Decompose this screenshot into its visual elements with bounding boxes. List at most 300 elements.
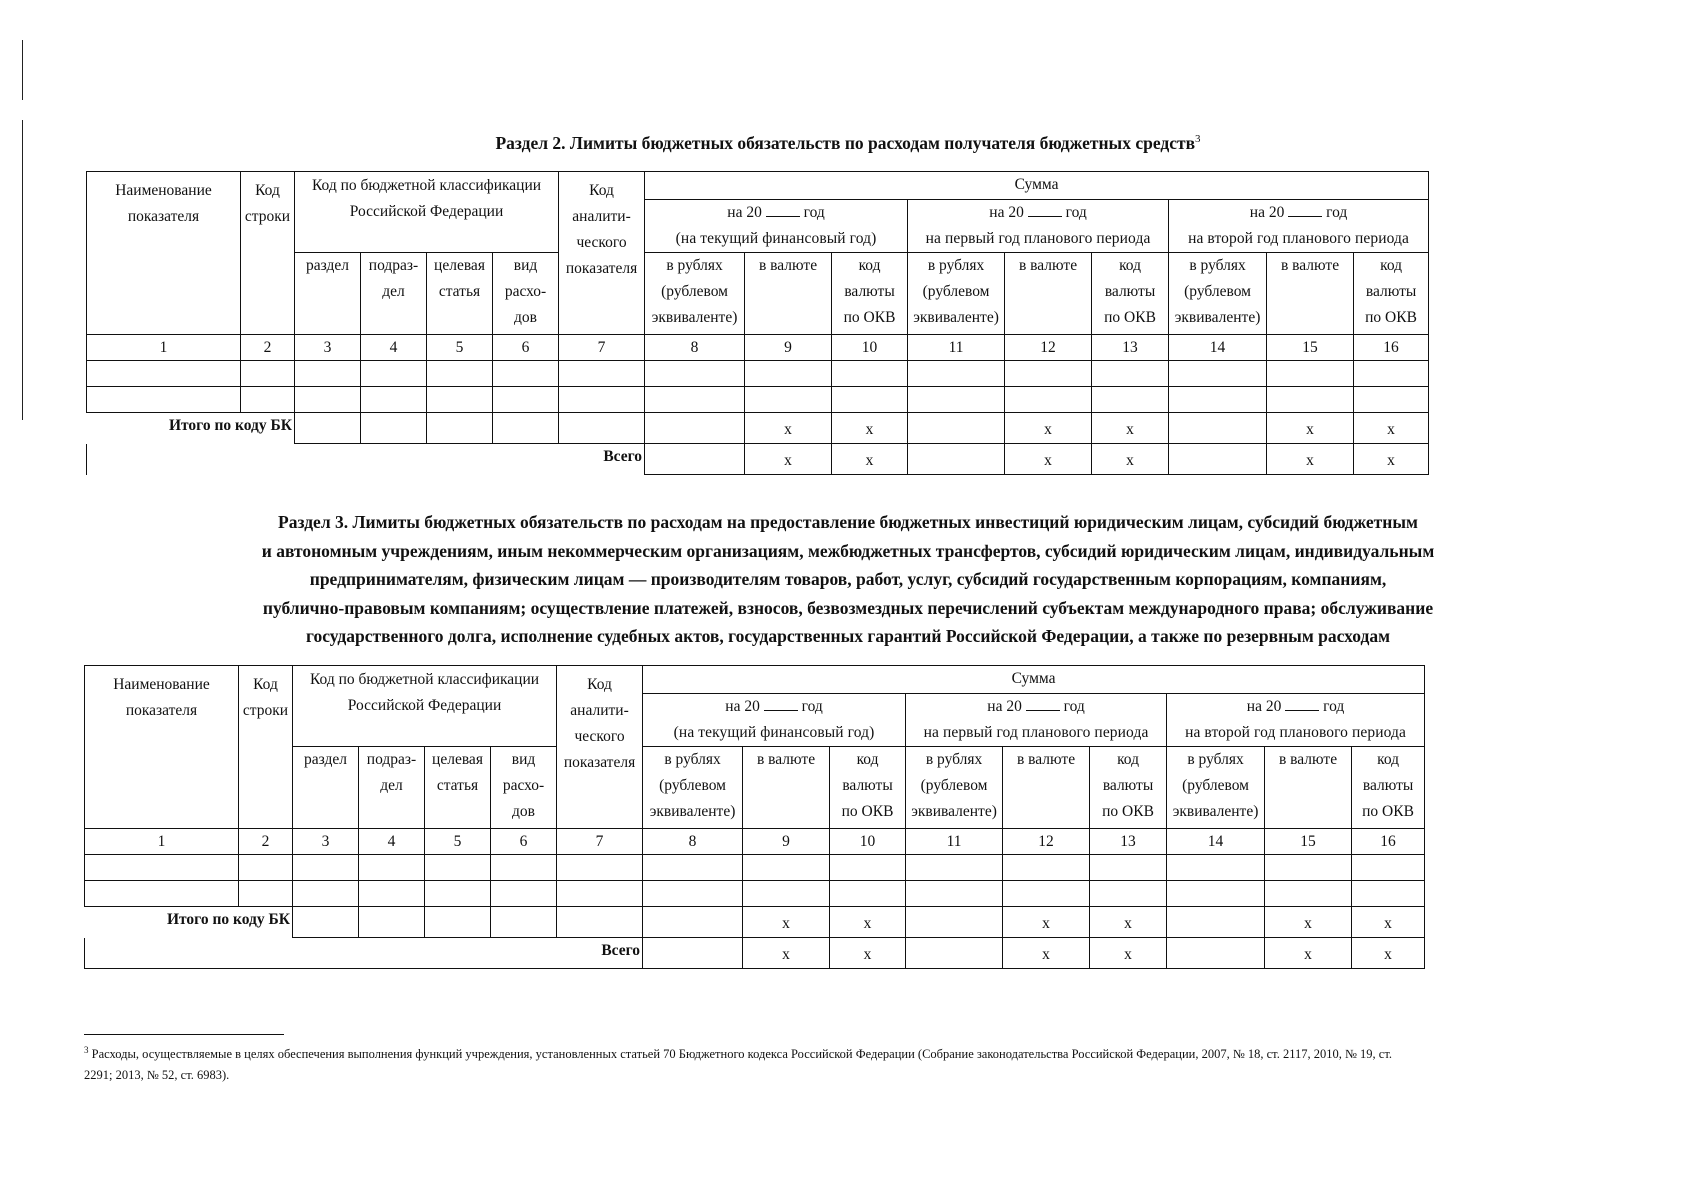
- column-number: 8: [643, 829, 743, 855]
- x-mark: х: [1267, 413, 1354, 444]
- header-line: аналити-: [570, 702, 629, 719]
- grand-total-label: Всего: [85, 938, 643, 969]
- column-number: 1: [87, 335, 241, 361]
- table-cell[interactable]: [1169, 413, 1267, 444]
- x-mark: х: [1090, 907, 1167, 938]
- header-line: статья: [438, 283, 481, 300]
- section-3-limits-table: [84, 665, 1425, 969]
- currency-header: [1005, 253, 1092, 335]
- period-header-second-planning: [1167, 694, 1425, 747]
- header-line: раздел: [306, 257, 349, 274]
- year-line: [645, 200, 907, 226]
- section-3-title-line: предпринимателям, физическим лицам — производителям товаров, работ, услуг, субсидий государственным корпорациям, компаниям,: [309, 569, 1387, 589]
- table-cell[interactable]: [830, 855, 906, 881]
- table-cell[interactable]: [557, 855, 643, 881]
- table-cell[interactable]: [743, 855, 830, 881]
- period-label: (на текущий финансовый год): [675, 230, 877, 247]
- table-cell[interactable]: [361, 361, 427, 387]
- bk-expense-type-header: [493, 253, 559, 335]
- column-number: 3: [293, 829, 359, 855]
- table-cell[interactable]: [359, 855, 425, 881]
- column-number: 6: [493, 335, 559, 361]
- table-cell[interactable]: [745, 387, 832, 413]
- okv-code-header: [1090, 747, 1167, 829]
- header-line: показателя: [125, 702, 198, 719]
- header-line: в валюте: [1280, 257, 1340, 274]
- table-cell[interactable]: [1265, 855, 1352, 881]
- indicator-name-header: [85, 666, 239, 829]
- x-mark: х: [830, 907, 906, 938]
- header-line: в валюте: [756, 751, 816, 768]
- header-line: (рублевом: [920, 777, 988, 794]
- header-line: по ОКВ: [1104, 309, 1156, 326]
- table-cell[interactable]: [906, 881, 1003, 907]
- table-cell[interactable]: [87, 387, 241, 413]
- x-mark: х: [1003, 907, 1090, 938]
- table-cell[interactable]: [832, 387, 908, 413]
- table-cell[interactable]: [295, 413, 361, 444]
- currency-header: [1003, 747, 1090, 829]
- table-cell[interactable]: [906, 938, 1003, 969]
- table-cell[interactable]: [1265, 881, 1352, 907]
- column-number: 9: [743, 829, 830, 855]
- section-3-title-line: публично-правовым компаниям; осуществление платежей, взносов, безвозмездных перечислений субъектам международного права; обслуживание: [262, 597, 1434, 618]
- header-line: Код: [255, 182, 280, 199]
- column-number: 13: [1092, 335, 1169, 361]
- table-cell[interactable]: [557, 907, 643, 938]
- column-number: 1: [85, 829, 239, 855]
- column-number: 2: [239, 829, 293, 855]
- period-label: (на текущий финансовый год): [673, 724, 875, 741]
- header-line: по ОКВ: [841, 803, 894, 820]
- table-cell[interactable]: [425, 881, 491, 907]
- table-cell[interactable]: [830, 881, 906, 907]
- table-cell[interactable]: [1169, 387, 1267, 413]
- period-header-current: [645, 200, 908, 253]
- table-cell[interactable]: [241, 387, 295, 413]
- header-line: эквиваленте): [1172, 803, 1259, 820]
- column-number: 2: [241, 335, 295, 361]
- header-line: аналити-: [572, 208, 631, 225]
- section-3-title-line: государственного долга, исполнение судебных актов, государственных гарантий Российской Федерации, а также по резервным расходам: [305, 626, 1390, 646]
- table-cell[interactable]: [832, 361, 908, 387]
- bk-subsection-header: [361, 253, 427, 335]
- header-line: эквиваленте): [649, 803, 736, 820]
- table-cell[interactable]: [645, 413, 745, 444]
- year-suffix: год: [803, 204, 825, 221]
- header-line: код: [858, 257, 881, 274]
- table-cell[interactable]: [295, 361, 361, 387]
- table-cell[interactable]: [293, 907, 359, 938]
- rubles-header: [1169, 253, 1267, 335]
- table-cell[interactable]: [557, 881, 643, 907]
- header-line: код: [1380, 257, 1403, 274]
- header-line: (рублевом: [1182, 777, 1249, 794]
- table-cell[interactable]: [643, 855, 743, 881]
- x-mark: х: [1092, 413, 1169, 444]
- total-by-bk-label: Итого по коду БК: [87, 413, 295, 444]
- table-cell[interactable]: [1267, 361, 1354, 387]
- header-line: Код: [253, 676, 278, 693]
- header-line: в рублях: [666, 257, 723, 274]
- x-mark: х: [830, 938, 906, 969]
- okv-code-header: [832, 253, 908, 335]
- column-number: 5: [425, 829, 491, 855]
- sum-header: Сумма: [645, 172, 1429, 200]
- header-line: код: [1377, 751, 1400, 768]
- x-mark: х: [832, 413, 908, 444]
- header-line: раздел: [304, 751, 347, 768]
- column-number: 9: [745, 335, 832, 361]
- year-line: [1169, 200, 1428, 226]
- column-number: 12: [1003, 829, 1090, 855]
- header-line: целевая: [434, 257, 485, 274]
- year-suffix: год: [1326, 204, 1348, 221]
- header-line: (рублевом: [661, 283, 728, 300]
- x-mark: х: [1265, 907, 1352, 938]
- x-mark: х: [1352, 938, 1425, 969]
- grand-total-row: [85, 938, 1425, 969]
- table-cell[interactable]: [1092, 361, 1169, 387]
- header-line: показателя: [563, 754, 636, 771]
- table-cell[interactable]: [427, 387, 493, 413]
- header-line: в валюте: [1278, 751, 1338, 768]
- x-mark: х: [1003, 938, 1090, 969]
- header-line: Код по бюджетной классификации: [311, 177, 542, 194]
- table-cell[interactable]: [361, 387, 427, 413]
- header-line: расхо-: [502, 777, 545, 794]
- header-line: целевая: [432, 751, 483, 768]
- table-cell[interactable]: [1090, 855, 1167, 881]
- section-3-title-line: Раздел 3. Лимиты бюджетных обязательств по расходам на предоставление бюджетных инвестиций юридическим лицам, субсидий бюджетным: [278, 512, 1418, 532]
- header-line: по ОКВ: [843, 309, 896, 326]
- footnote-marker: 3: [84, 1045, 89, 1055]
- rubles-header: [643, 747, 743, 829]
- column-number: 4: [361, 335, 427, 361]
- table-cell[interactable]: [1169, 361, 1267, 387]
- header-line: по ОКВ: [1362, 803, 1414, 820]
- table-cell[interactable]: [1005, 387, 1092, 413]
- bk-section-header: [295, 253, 361, 335]
- rubles-header: [1167, 747, 1265, 829]
- table-cell[interactable]: [1167, 907, 1265, 938]
- column-number: 14: [1167, 829, 1265, 855]
- header-line: валюты: [1102, 777, 1154, 794]
- header-line: ческого: [574, 728, 625, 745]
- header-line: строки: [242, 702, 289, 719]
- year-suffix: год: [1323, 698, 1345, 715]
- table-cell[interactable]: [643, 881, 743, 907]
- header-line: эквиваленте): [651, 309, 738, 326]
- row-code-header: [239, 666, 293, 829]
- header-line: валюты: [1365, 283, 1417, 300]
- table-row: [87, 361, 1429, 387]
- table-cell[interactable]: [425, 855, 491, 881]
- header-line: расхо-: [504, 283, 547, 300]
- header-line: по ОКВ: [1102, 803, 1154, 820]
- bk-code-header: [293, 666, 557, 747]
- bk-code-header: [295, 172, 559, 253]
- header-line: в рублях: [1187, 751, 1244, 768]
- currency-header: [1265, 747, 1352, 829]
- table-cell[interactable]: [293, 855, 359, 881]
- table-cell[interactable]: [1003, 855, 1090, 881]
- bk-target-item-header: [425, 747, 491, 829]
- table-cell[interactable]: [1354, 361, 1429, 387]
- rubles-header: [908, 253, 1005, 335]
- okv-code-header: [830, 747, 906, 829]
- table-cell[interactable]: [493, 361, 559, 387]
- header-line: в рублях: [1189, 257, 1246, 274]
- period-label: на первый год планового периода: [925, 230, 1151, 247]
- table-row: [85, 881, 1425, 907]
- table-cell[interactable]: [491, 855, 557, 881]
- grand-total-label: Всего: [87, 444, 645, 475]
- section-3-title: [0, 508, 1696, 651]
- table-cell[interactable]: [645, 361, 745, 387]
- table-cell[interactable]: [1352, 881, 1425, 907]
- total-by-bk-row: [85, 907, 1425, 938]
- scan-margin-line: [22, 120, 23, 420]
- column-number: 14: [1169, 335, 1267, 361]
- year-suffix: год: [1063, 698, 1085, 715]
- year-line: [908, 200, 1168, 226]
- header-line: эквиваленте): [1174, 309, 1261, 326]
- header-line: валюты: [844, 283, 895, 300]
- bk-section-header: [293, 747, 359, 829]
- column-number: 15: [1265, 829, 1352, 855]
- year-prefix: на 20: [725, 698, 760, 715]
- table-cell[interactable]: [293, 881, 359, 907]
- column-number: 12: [1005, 335, 1092, 361]
- header-line: эквиваленте): [911, 803, 997, 820]
- table-cell[interactable]: [1092, 387, 1169, 413]
- table-cell[interactable]: [85, 855, 239, 881]
- table-cell[interactable]: [643, 938, 743, 969]
- header-line: Наименование: [115, 182, 212, 199]
- year-line: [906, 694, 1166, 720]
- column-number: 11: [906, 829, 1003, 855]
- period-header-current: [643, 694, 906, 747]
- period-label: на второй год планового периода: [1185, 724, 1406, 741]
- column-number: 11: [908, 335, 1005, 361]
- table-cell[interactable]: [906, 855, 1003, 881]
- header-line: в рублях: [664, 751, 721, 768]
- header-line: валюты: [842, 777, 893, 794]
- table-cell[interactable]: [1267, 387, 1354, 413]
- okv-code-header: [1092, 253, 1169, 335]
- header-line: в рублях: [927, 257, 985, 274]
- x-mark: х: [745, 444, 832, 475]
- column-number: 10: [830, 829, 906, 855]
- period-label: на первый год планового периода: [923, 724, 1149, 741]
- header-line: подраз-: [368, 257, 419, 274]
- currency-header: [743, 747, 830, 829]
- column-number: 4: [359, 829, 425, 855]
- header-line: Российской Федерации: [347, 697, 502, 714]
- rubles-header: [645, 253, 745, 335]
- header-line: в валюте: [758, 257, 818, 274]
- column-number: 5: [427, 335, 493, 361]
- header-line: код: [1117, 751, 1139, 768]
- section-2-title-text: Раздел 2. Лимиты бюджетных обязательств по расходам получателя бюджетных средств: [495, 133, 1196, 153]
- table-cell[interactable]: [908, 444, 1005, 475]
- okv-code-header: [1352, 747, 1425, 829]
- header-line: Код: [589, 182, 614, 199]
- table-row: [85, 855, 1425, 881]
- column-number: 6: [491, 829, 557, 855]
- table-cell[interactable]: [359, 881, 425, 907]
- header-line: вид: [513, 257, 538, 274]
- x-mark: х: [1267, 444, 1354, 475]
- table-cell[interactable]: [745, 361, 832, 387]
- header-line: дов: [512, 803, 535, 820]
- table-cell[interactable]: [425, 907, 491, 938]
- table-cell[interactable]: [559, 361, 645, 387]
- column-number: 16: [1354, 335, 1429, 361]
- year-line: [1167, 694, 1424, 720]
- sum-header: Сумма: [643, 666, 1425, 694]
- x-mark: х: [1354, 413, 1429, 444]
- year-prefix: на 20: [989, 204, 1024, 221]
- total-by-bk-row: [87, 413, 1429, 444]
- header-line: дов: [514, 309, 537, 326]
- period-label: на второй год планового периода: [1188, 230, 1409, 247]
- table-cell[interactable]: [559, 413, 645, 444]
- x-mark: х: [1092, 444, 1169, 475]
- header-line: (рублевом: [922, 283, 990, 300]
- x-mark: х: [745, 413, 832, 444]
- column-number: 15: [1267, 335, 1354, 361]
- table-cell[interactable]: [908, 387, 1005, 413]
- row-code-header: [241, 172, 295, 335]
- header-line: статья: [436, 777, 479, 794]
- table-cell[interactable]: [1167, 938, 1265, 969]
- table-cell[interactable]: [1169, 444, 1267, 475]
- okv-code-header: [1354, 253, 1429, 335]
- x-mark: х: [743, 907, 830, 938]
- table-cell[interactable]: [493, 387, 559, 413]
- section-2-limits-table: [86, 171, 1429, 475]
- column-number: 7: [559, 335, 645, 361]
- table-cell[interactable]: [491, 907, 557, 938]
- footnote-reference: 3: [1195, 133, 1201, 146]
- header-line: Российской Федерации: [349, 203, 504, 220]
- header-line: дел: [380, 777, 403, 794]
- x-mark: х: [743, 938, 830, 969]
- x-mark: х: [1352, 907, 1425, 938]
- header-line: в валюте: [1018, 257, 1078, 274]
- table-cell[interactable]: [1167, 881, 1265, 907]
- table-cell[interactable]: [427, 361, 493, 387]
- table-cell[interactable]: [359, 907, 425, 938]
- table-cell[interactable]: [295, 387, 361, 413]
- year-prefix: на 20: [1249, 204, 1285, 221]
- table-cell[interactable]: [645, 387, 745, 413]
- table-cell[interactable]: [1090, 881, 1167, 907]
- column-number: 10: [832, 335, 908, 361]
- year-line: [643, 694, 905, 720]
- table-cell[interactable]: [493, 413, 559, 444]
- table-cell[interactable]: [491, 881, 557, 907]
- table-cell[interactable]: [1167, 855, 1265, 881]
- table-cell[interactable]: [239, 881, 293, 907]
- bk-subsection-header: [359, 747, 425, 829]
- header-line: показателя: [565, 260, 638, 277]
- x-mark: х: [1005, 444, 1092, 475]
- header-line: в валюте: [1016, 751, 1076, 768]
- currency-header: [745, 253, 832, 335]
- x-mark: х: [832, 444, 908, 475]
- total-by-bk-label: Итого по коду БК: [85, 907, 293, 938]
- year-prefix: на 20: [987, 698, 1022, 715]
- table-cell[interactable]: [427, 413, 493, 444]
- footnote: [84, 1040, 1414, 1086]
- column-number: 8: [645, 335, 745, 361]
- table-cell[interactable]: [559, 387, 645, 413]
- period-header-second-planning: [1169, 200, 1429, 253]
- column-number: 7: [557, 829, 643, 855]
- table-cell[interactable]: [1003, 881, 1090, 907]
- year-suffix: год: [801, 698, 823, 715]
- header-line: ческого: [576, 234, 627, 251]
- table-cell[interactable]: [1354, 387, 1429, 413]
- table-cell[interactable]: [239, 855, 293, 881]
- table-cell[interactable]: [906, 907, 1003, 938]
- header-line: показателя: [127, 208, 200, 225]
- footnote-text: Расходы, осуществляемые в целях обеспечения выполнения функций учреждения, установленных статьей 70 Бюджетного кодекса Российской Федерации (Собрание законодательства Российской Федерации, 2007, № 18, ст. 2117, 2010, № 19, ст. 2291; 2013, № 52, ст. 6983).: [84, 1047, 1392, 1083]
- header-line: в рублях: [925, 751, 983, 768]
- table-cell[interactable]: [1352, 855, 1425, 881]
- table-cell[interactable]: [241, 361, 295, 387]
- table-cell[interactable]: [645, 444, 745, 475]
- analytic-code-header: [557, 666, 643, 829]
- section-2-title: [0, 133, 1696, 154]
- table-cell[interactable]: [908, 413, 1005, 444]
- header-line: вид: [511, 751, 536, 768]
- header-line: дел: [382, 283, 405, 300]
- bk-target-item-header: [427, 253, 493, 335]
- header-line: Код: [587, 676, 612, 693]
- period-header-first-planning: [908, 200, 1169, 253]
- grand-total-row: [87, 444, 1429, 475]
- year-prefix: на 20: [727, 204, 762, 221]
- header-line: эквиваленте): [913, 309, 999, 326]
- header-line: по ОКВ: [1365, 309, 1417, 326]
- header-line: код: [1119, 257, 1141, 274]
- table-cell[interactable]: [743, 881, 830, 907]
- table-cell[interactable]: [361, 413, 427, 444]
- table-cell[interactable]: [85, 881, 239, 907]
- header-line: подраз-: [366, 751, 417, 768]
- table-cell[interactable]: [643, 907, 743, 938]
- header-line: (рублевом: [1184, 283, 1251, 300]
- header-line: Код по бюджетной классификации: [309, 671, 540, 688]
- table-cell[interactable]: [908, 361, 1005, 387]
- section-3-title-line: и автономным учреждениям, иным некоммерческим организациям, межбюджетных трансфертов, субсидий юридическим лицам, индивидуальным: [261, 540, 1435, 561]
- table-cell[interactable]: [1005, 361, 1092, 387]
- year-prefix: на 20: [1246, 698, 1282, 715]
- table-cell[interactable]: [87, 361, 241, 387]
- scan-margin-line: [22, 40, 23, 100]
- x-mark: х: [1005, 413, 1092, 444]
- table-row: [87, 387, 1429, 413]
- column-number: 13: [1090, 829, 1167, 855]
- analytic-code-header: [559, 172, 645, 335]
- footnote-divider: [84, 1034, 284, 1035]
- header-line: валюты: [1362, 777, 1414, 794]
- x-mark: х: [1090, 938, 1167, 969]
